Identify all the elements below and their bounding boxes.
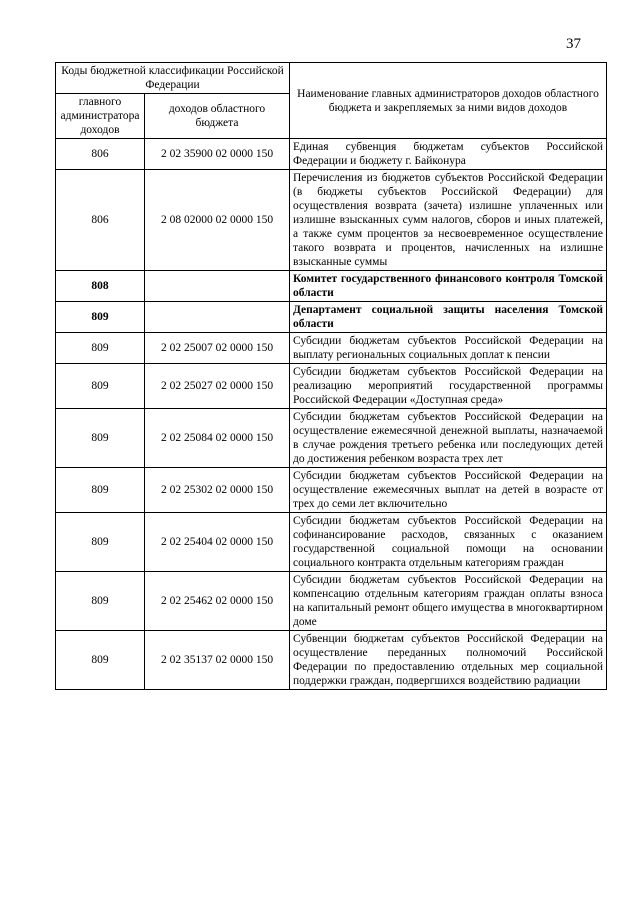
- name-cell: Субсидии бюджетам субъектов Российской Федерации на выплату региональных социальных доплат к пенсии: [290, 333, 607, 364]
- page-number: 37: [566, 36, 581, 52]
- admin-code-cell: 806: [56, 170, 145, 271]
- income-code-cell: 2 02 25462 02 0000 150: [145, 572, 290, 631]
- income-code-cell: [145, 271, 290, 302]
- name-cell: Субсидии бюджетам субъектов Российской Федерации на компенсацию отдельным категориям граждан оплаты взноса на капитальный ремонт общего имущества в многоквартирном доме: [290, 572, 607, 631]
- header-admin-column: главного администратора доходов: [56, 94, 145, 139]
- table-row: [56, 572, 607, 631]
- name-cell: Департамент социальной защиты населения Томской области: [290, 302, 607, 333]
- income-code-cell: 2 02 35137 02 0000 150: [145, 631, 290, 690]
- income-code-cell: 2 02 25027 02 0000 150: [145, 364, 290, 409]
- admin-code-cell: 809: [56, 468, 145, 513]
- table-row: [56, 468, 607, 513]
- admin-code-cell: 809: [56, 333, 145, 364]
- admin-code-cell: 809: [56, 631, 145, 690]
- income-code-cell: 2 02 25007 02 0000 150: [145, 333, 290, 364]
- header-income-column: доходов областного бюджета: [145, 94, 290, 139]
- header-codes-group: Коды бюджетной классификации Российской Федерации: [56, 63, 290, 94]
- table-row: [56, 333, 607, 364]
- table-row: [56, 364, 607, 409]
- admin-code-cell: 809: [56, 513, 145, 572]
- name-cell: Субсидии бюджетам субъектов Российской Федерации на реализацию мероприятий государственной программы Российской Федерации «Доступная среда»: [290, 364, 607, 409]
- income-code-cell: 2 08 02000 02 0000 150: [145, 170, 290, 271]
- income-code-cell: [145, 302, 290, 333]
- name-cell: Единая субвенция бюджетам субъектов Российской Федерации и бюджету г. Байконура: [290, 139, 607, 170]
- table-body: [56, 139, 607, 690]
- admin-code-cell: 808: [56, 271, 145, 302]
- name-cell: Субсидии бюджетам субъектов Российской Федерации на осуществление ежемесячной денежной выплаты, назначаемой в случае рождения третьего ребенка или последующих детей до достижения ребенком возраста трех лет: [290, 409, 607, 468]
- income-code-cell: 2 02 25404 02 0000 150: [145, 513, 290, 572]
- name-cell: Перечисления из бюджетов субъектов Российской Федерации (в бюджеты субъектов Российской Федерации) для осуществления возврата (зачета) излишне уплаченных или излишне взысканных сумм налогов, сборов и иных платежей, а также сумм процентов за несвоевременное осуществление такого возврата и процентов, начисленных на излишне взысканные суммы: [290, 170, 607, 271]
- admin-code-cell: 806: [56, 139, 145, 170]
- name-cell: Субвенции бюджетам субъектов Российской Федерации на осуществление переданных полномочий Российской Федерации по предоставлению отдельных мер социальной поддержки граждан, подвергшихся воздействию радиации: [290, 631, 607, 690]
- header-name-column: Наименование главных администраторов доходов областного бюджета и закрепляемых за ними видов доходов: [290, 63, 607, 139]
- admin-code-cell: 809: [56, 409, 145, 468]
- income-code-cell: 2 02 25084 02 0000 150: [145, 409, 290, 468]
- income-code-cell: 2 02 35900 02 0000 150: [145, 139, 290, 170]
- table-row: [56, 631, 607, 690]
- income-code-cell: 2 02 25302 02 0000 150: [145, 468, 290, 513]
- table-row: [56, 513, 607, 572]
- budget-classification-table: [55, 62, 607, 690]
- table-row: [56, 139, 607, 170]
- table-row: [56, 302, 607, 333]
- name-cell: Субсидии бюджетам субъектов Российской Федерации на софинансирование расходов, связанных с оказанием государственной социальной помощи на основании социального контракта отдельным категориям граждан: [290, 513, 607, 572]
- name-cell: Субсидии бюджетам субъектов Российской Федерации на осуществление ежемесячных выплат на детей в возрасте от трех до семи лет включительно: [290, 468, 607, 513]
- name-cell: Комитет государственного финансового контроля Томской области: [290, 271, 607, 302]
- table-row: [56, 271, 607, 302]
- admin-code-cell: 809: [56, 364, 145, 409]
- table-row: [56, 170, 607, 271]
- admin-code-cell: 809: [56, 572, 145, 631]
- table-row: [56, 409, 607, 468]
- admin-code-cell: 809: [56, 302, 145, 333]
